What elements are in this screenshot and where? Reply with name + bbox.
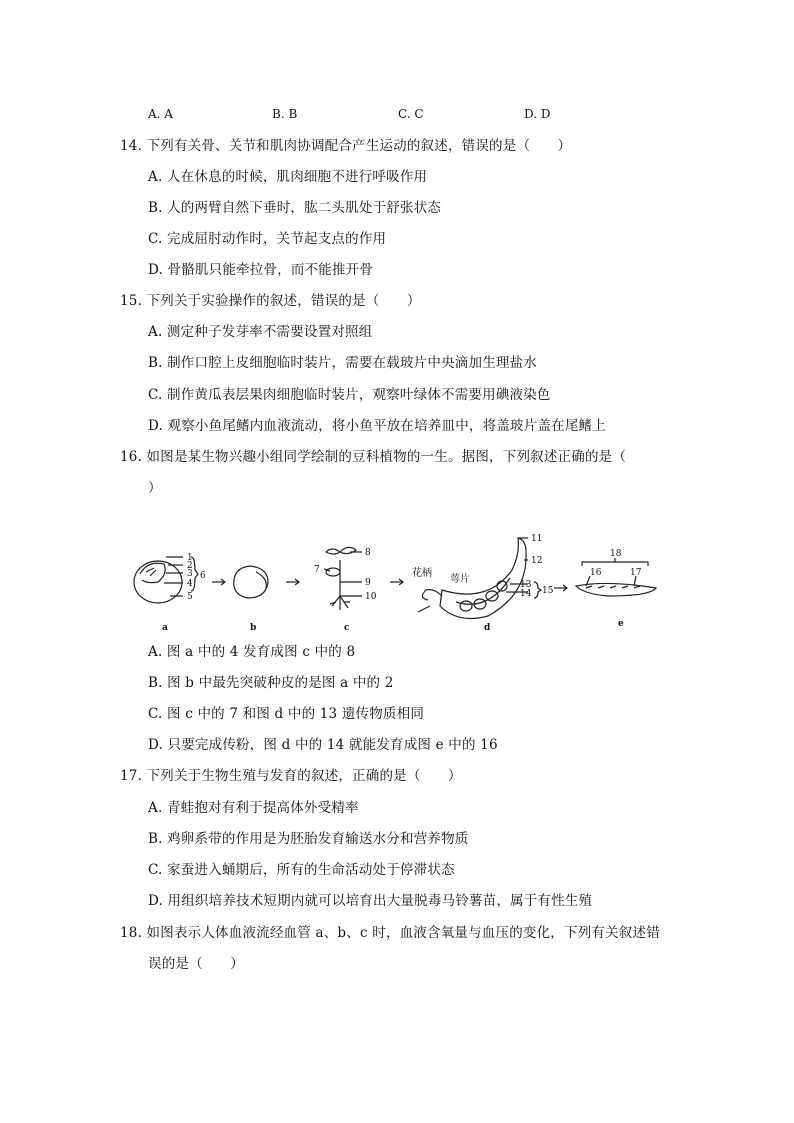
question-16-option-b: B. 图 b 中最先突破种皮的是图 a 中的 2 [148, 675, 394, 691]
question-15-option-b: B. 制作口腔上皮细胞临时装片，需要在载玻片中央滴加生理盐水 [148, 355, 538, 371]
panel-label-c: c [344, 623, 350, 633]
label-d13: 13 [520, 580, 532, 590]
question-18-stem-continued: 误的是（ ） [148, 956, 244, 972]
panel-label-e: e [618, 619, 624, 629]
panel-label-a: a [162, 623, 168, 633]
question-17-option-c: C. 家蚕进入蛹期后，所有的生命活动处于停滞状态 [148, 862, 455, 878]
option-a: A. A [148, 107, 173, 121]
question-15-stem: 15. 下列关于实验操作的叙述，错误的是（ ） [120, 293, 421, 309]
question-14-option-d: D. 骨骼肌只能牵拉骨，而不能推开骨 [148, 262, 374, 278]
label-a6: 6 [200, 571, 206, 581]
question-14-option-a: A. 人在休息的时候，肌肉细胞不进行呼吸作用 [148, 169, 428, 185]
question-15-option-d: D. 观察小鱼尾鳍内血液流动，将小鱼平放在培养皿中，将盖玻片盖在尾鳍上 [148, 418, 606, 434]
option-d: D. D [524, 107, 551, 121]
question-15-option-a: A. 测定种子发芽率不需要设置对照组 [148, 324, 373, 340]
option-b: B. B [272, 107, 298, 121]
label-d15: 15 [542, 586, 554, 596]
label-c8: 8 [365, 548, 371, 558]
panel-label-b: b [250, 623, 257, 633]
question-16-stem: 16. 如图是某生物兴趣小组同学绘制的豆科植物的一生。据图，下列叙述正确的是（ [120, 449, 627, 465]
question-15-option-c: C. 制作黄瓜表层果肉细胞临时装片，观察叶绿体不需要用碘液染色 [148, 387, 551, 403]
label-c7: 7 [314, 565, 320, 575]
label-c10: 10 [365, 592, 377, 602]
label-e18: 18 [610, 549, 622, 559]
question-16-stem-continued: ） [148, 480, 162, 496]
label-a2: 2 [187, 561, 193, 571]
question-17-stem: 17. 下列关于生物生殖与发育的叙述，正确的是（ ） [120, 768, 462, 784]
label-c9: 9 [365, 578, 371, 588]
label-d14: 14 [520, 589, 532, 599]
question-16-option-a: A. 图 a 中的 4 发育成图 c 中的 8 [148, 644, 356, 660]
question-16-option-c: C. 图 c 中的 7 和图 d 中的 13 遗传物质相同 [148, 706, 425, 722]
plant-life-cycle-figure [128, 530, 668, 635]
label-epian: 萼片 [450, 574, 470, 585]
question-18-stem: 18. 如图表示人体血液流经血管 a、b、c 时，血液含氧量与血压的变化，下列有关叙述错 [120, 925, 660, 941]
label-e17: 17 [630, 568, 642, 578]
label-d11: 11 [531, 534, 543, 544]
label-d12: 12 [531, 556, 543, 566]
label-huabing: 花柄 [412, 568, 432, 579]
label-a5: 5 [187, 592, 193, 602]
panel-label-d: d [484, 623, 491, 633]
question-14-stem: 14. 下列有关骨、关节和肌肉协调配合产生运动的叙述，错误的是（ ） [120, 138, 572, 154]
label-e16: 16 [590, 568, 602, 578]
question-17-option-d: D. 用组织培养技术短期内就可以培育出大量脱毒马铃薯苗，属于有性生殖 [148, 893, 593, 909]
label-a4: 4 [187, 579, 193, 589]
question-14-option-b: B. 人的两臂自然下垂时，肱二头肌处于舒张状态 [148, 200, 442, 216]
question-17-option-a: A. 青蛙抱对有利于提高体外受精率 [148, 800, 359, 816]
question-14-option-c: C. 完成屈肘动作时，关节起支点的作用 [148, 231, 387, 247]
question-17-option-b: B. 鸡卵系带的作用是为胚胎发育输送水分和营养物质 [148, 831, 469, 847]
option-c: C. C [398, 107, 424, 121]
label-a3: 3 [187, 569, 193, 579]
label-a1: 1 [187, 553, 193, 563]
question-16-option-d: D. 只要完成传粉，图 d 中的 14 就能发育成图 e 中的 16 [148, 737, 498, 753]
